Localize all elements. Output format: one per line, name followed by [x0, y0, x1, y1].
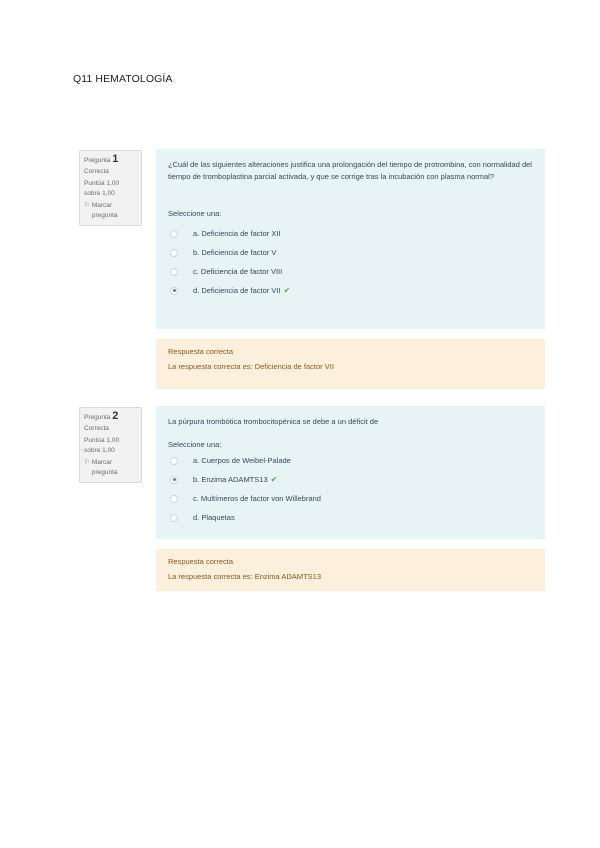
answer-label: d. Deficiencia de factor VII — [193, 286, 281, 295]
radio-icon[interactable] — [170, 476, 178, 484]
question-state: Correcta — [84, 424, 109, 432]
flag-label: Marcar pregunta — [91, 202, 118, 219]
question-text: La púrpura trombótica trombocitopénica se debe a un déficit de — [168, 417, 379, 426]
radio-icon[interactable] — [170, 287, 178, 295]
answer-option[interactable] — [168, 508, 533, 527]
answer-option[interactable] — [168, 262, 533, 281]
flag-label: Marcar pregunta — [91, 459, 118, 476]
page-title: Q11 HEMATOLOGÍA — [73, 73, 173, 85]
question-number-value: 1 — [112, 153, 119, 165]
answer-option[interactable] — [168, 489, 533, 508]
question-label: Pregunta — [84, 157, 111, 164]
answer-label: c. Deficiencia de factor VIII — [193, 267, 283, 276]
answer-label: a. Deficiencia de factor XII — [193, 229, 281, 238]
answer-list — [168, 224, 533, 300]
answer-prompt: Seleccione una: — [168, 209, 222, 218]
question-text: ¿Cuál de las siguientes alteraciones justifica una prolongación del tiempo de protrombina, con normalidad del tiempo de tromboplastina parcial activada, y que se corrige tras la incubación con plasma normal? — [168, 160, 532, 181]
answer-label: b. Deficiencia de factor V — [193, 248, 277, 257]
feedback-text: La respuesta correcta es: Enzima ADAMTS13 — [168, 572, 321, 581]
question-number — [84, 155, 137, 166]
radio-icon[interactable] — [170, 268, 178, 276]
answer-list — [168, 451, 533, 527]
answer-option[interactable] — [168, 281, 533, 300]
question-number-value: 2 — [112, 410, 119, 422]
feedback-box-2 — [156, 549, 545, 591]
feedback-box-1 — [156, 339, 545, 389]
flag-icon: ⚐ — [84, 202, 90, 209]
feedback-title: Respuesta correcta — [168, 557, 234, 566]
radio-icon[interactable] — [170, 495, 178, 503]
question-info-1 — [79, 150, 142, 226]
radio-icon[interactable] — [170, 457, 178, 465]
answer-option[interactable] — [168, 243, 533, 262]
check-icon: ✔ — [270, 475, 278, 484]
feedback-text: La respuesta correcta es: Deficiencia de factor VII — [168, 362, 334, 371]
answer-option[interactable] — [168, 470, 533, 489]
question-number — [84, 412, 137, 423]
answer-label: b. Enzima ADAMTS13 — [193, 475, 268, 484]
check-icon: ✔ — [283, 286, 291, 295]
question-state: Correcta — [84, 167, 109, 175]
radio-icon[interactable] — [170, 249, 178, 257]
question-formulation-1 — [156, 149, 545, 329]
flag-question-link[interactable] — [84, 458, 137, 477]
answer-prompt: Seleccione una: — [168, 440, 222, 449]
question-label: Pregunta — [84, 414, 111, 421]
question-grade: Puntúa 1,00 sobre 1,00 — [84, 180, 120, 197]
question-formulation-2 — [156, 406, 545, 539]
answer-label: a. Cuerpos de Weibel-Palade — [193, 456, 291, 465]
radio-icon[interactable] — [170, 230, 178, 238]
answer-option[interactable] — [168, 451, 533, 470]
question-info-2 — [79, 407, 142, 483]
answer-label: d. Plaquetas — [193, 513, 235, 522]
feedback-title: Respuesta correcta — [168, 347, 234, 356]
flag-question-link[interactable] — [84, 201, 137, 220]
answer-option[interactable] — [168, 224, 533, 243]
question-grade: Puntúa 1,00 sobre 1,00 — [84, 437, 120, 454]
answer-label: c. Multímeros de factor von Willebrand — [193, 494, 321, 503]
flag-icon: ⚐ — [84, 459, 90, 466]
radio-icon[interactable] — [170, 514, 178, 522]
